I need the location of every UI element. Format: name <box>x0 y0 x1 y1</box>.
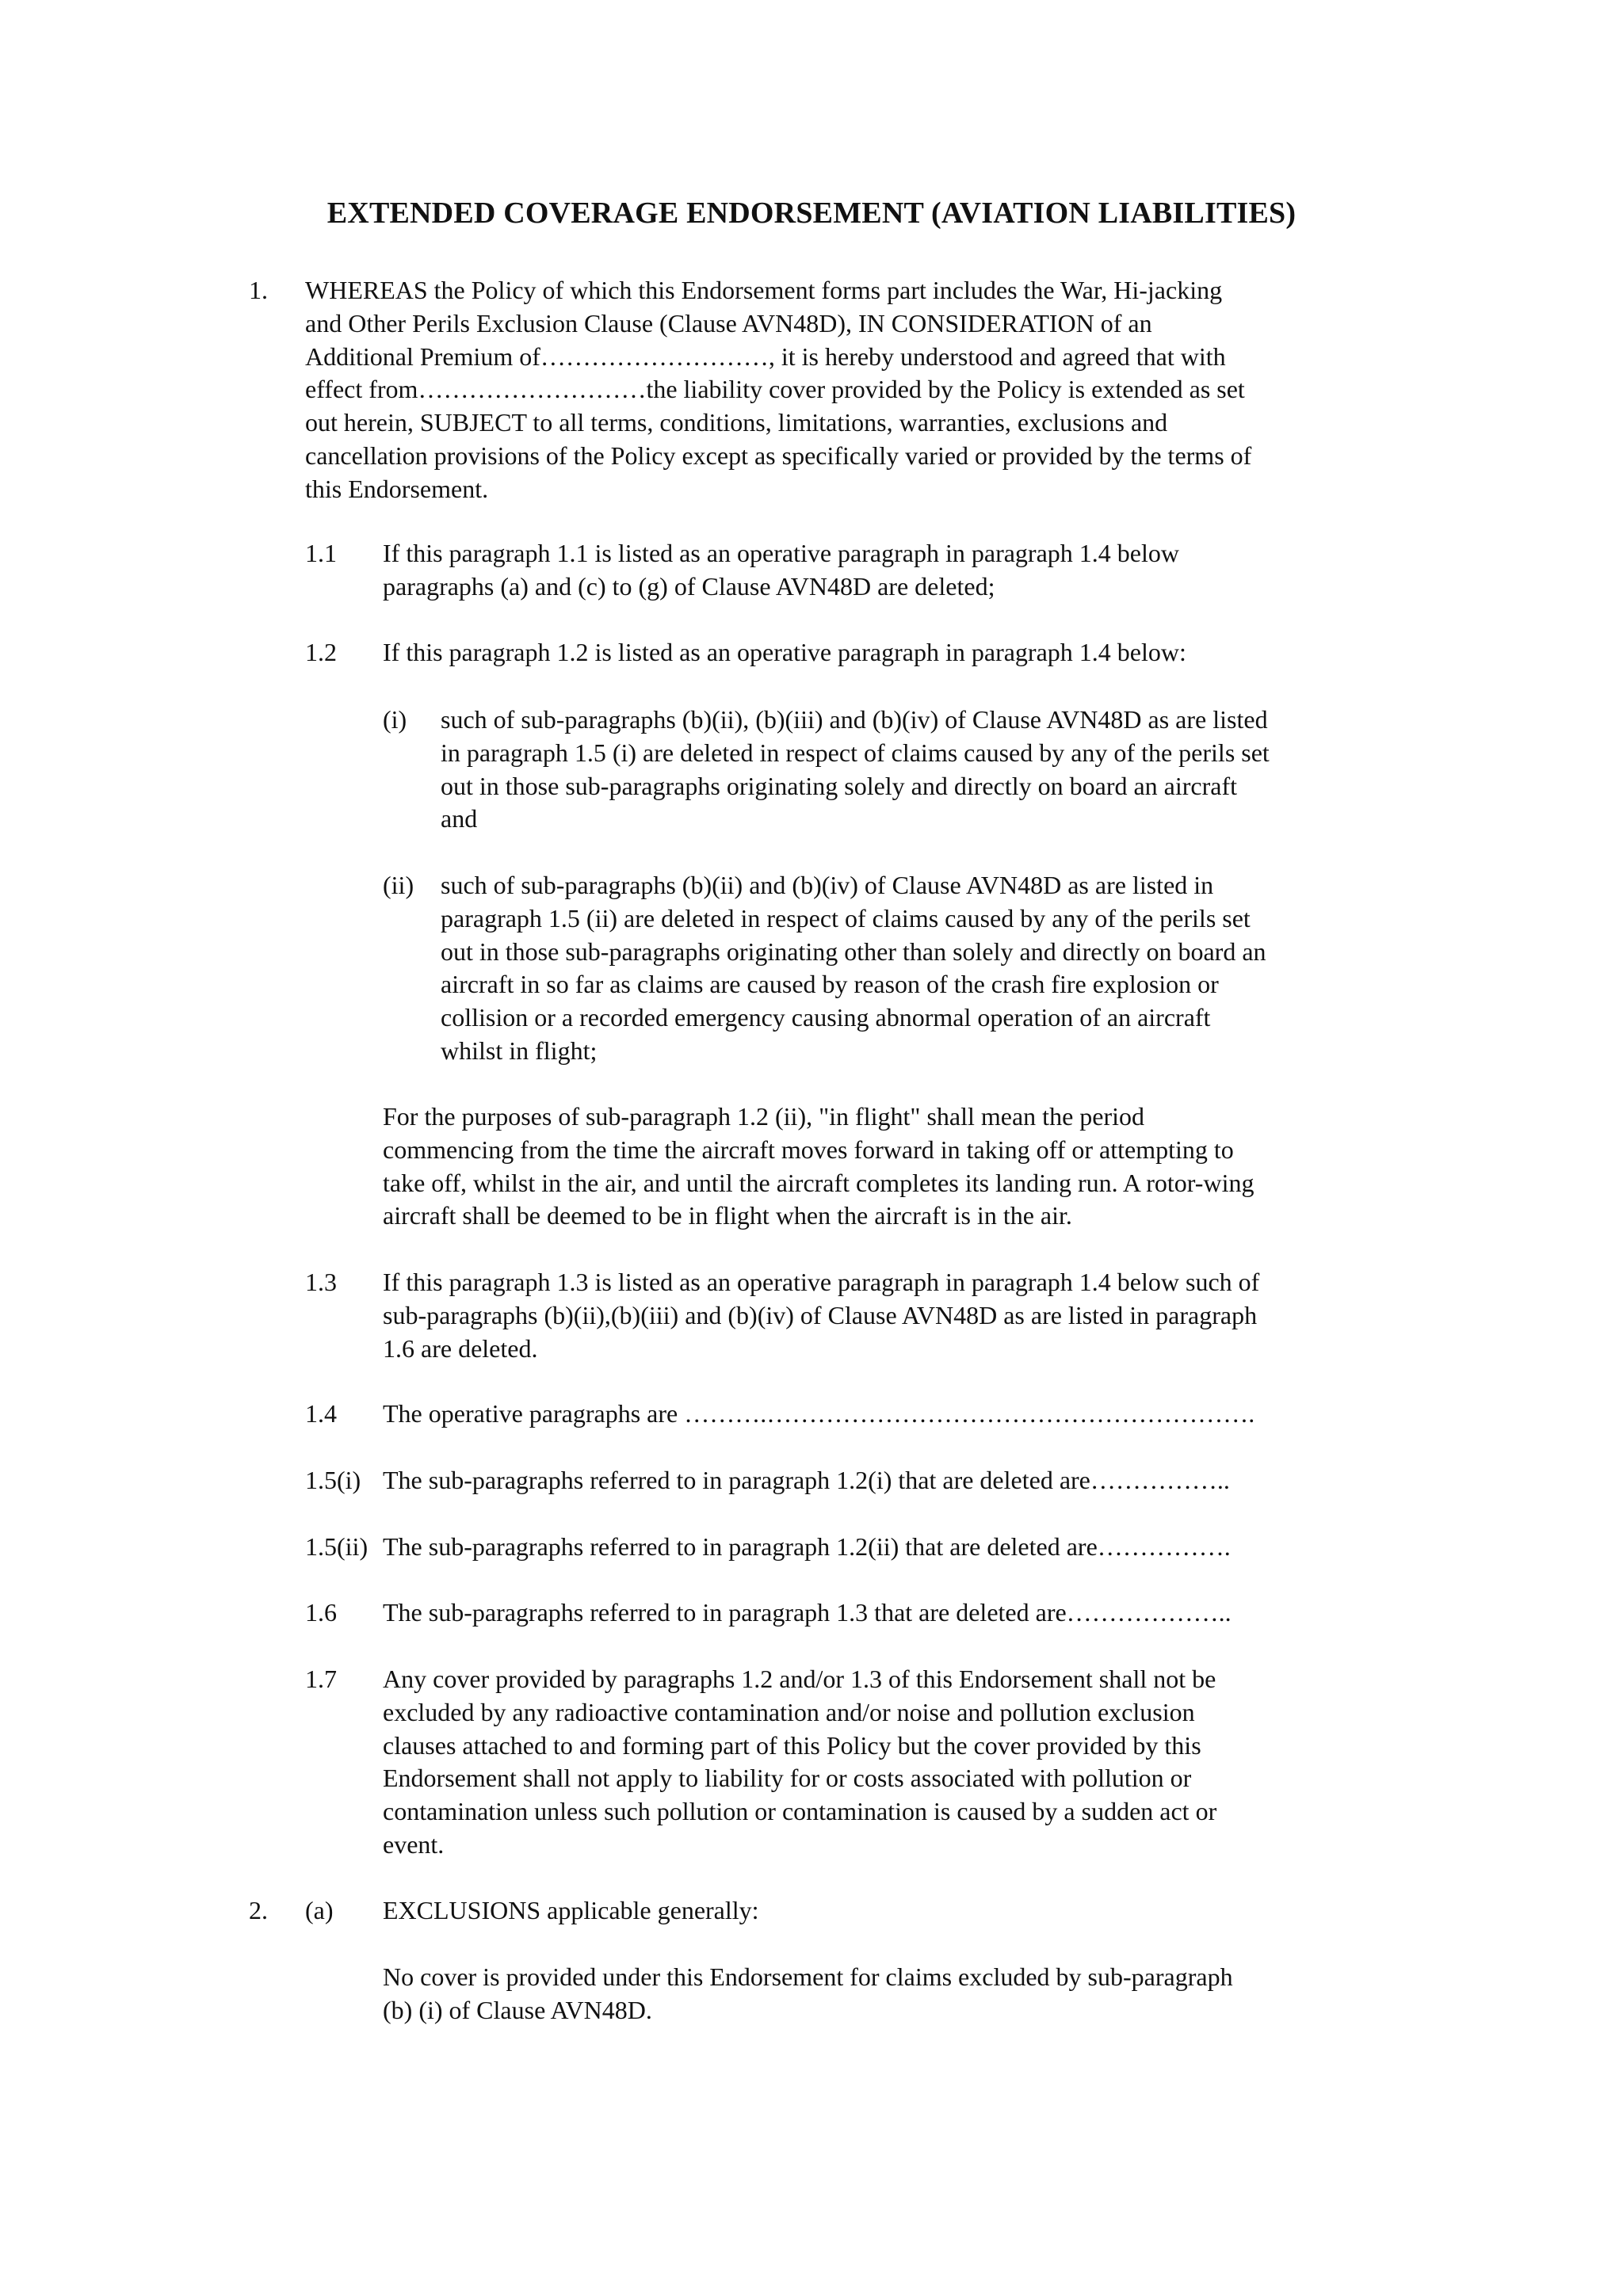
in-flight-definition-text <box>383 1100 1254 1233</box>
subparagraph-1-2-ii-text <box>441 869 1266 1068</box>
section-2-number: 2. <box>249 1896 268 1924</box>
paragraph-1-3-number: 1.3 <box>305 1268 337 1296</box>
paragraph-1-1-text <box>383 537 1179 604</box>
text-line: aircraft shall be deemed to be in flight when the aircraft is in the air. <box>383 1201 1072 1230</box>
text-line: paragraph 1.5 (ii) are deleted in respect of claims caused by any of the perils set <box>441 903 1251 933</box>
section-2-a-body <box>383 1961 1233 2027</box>
paragraph-1-7-number: 1.7 <box>305 1665 337 1693</box>
text-line: WHEREAS the Policy of which this Endorsement forms part includes the War, Hi-jacking <box>305 276 1223 304</box>
text-line: 1.6 are deleted. <box>383 1333 538 1363</box>
subparagraph-1-2-i-number: (i) <box>383 705 407 734</box>
paragraph-1-3-text <box>383 1266 1259 1365</box>
paragraph-1-2-text <box>383 636 1186 669</box>
section-2-a-number: (a) <box>305 1896 334 1924</box>
paragraph-1-6-text <box>383 1596 1232 1630</box>
text-line: If this paragraph 1.2 is listed as an operative paragraph in paragraph 1.4 below: <box>383 638 1186 666</box>
text-line: cancellation provisions of the Policy except as specifically varied or provided by the terms of <box>305 441 1252 470</box>
paragraph-1-1-number: 1.1 <box>305 539 337 567</box>
paragraph-1-4-text <box>383 1398 1254 1431</box>
paragraph-1-7-text <box>383 1663 1216 1862</box>
text-line: effect from………………………the liability cover provided by the Policy is extended as set <box>305 375 1245 404</box>
text-line: The sub-paragraphs referred to in paragraph 1.3 that are deleted are……………….. <box>383 1598 1232 1627</box>
text-line: If this paragraph 1.1 is listed as an operative paragraph in paragraph 1.4 below <box>383 539 1179 567</box>
text-line: contamination unless such pollution or contamination is caused by a sudden act or <box>383 1797 1217 1826</box>
section-1-number: 1. <box>249 276 268 304</box>
subparagraph-1-2-i-text <box>441 704 1270 836</box>
text-line: and <box>441 804 478 833</box>
text-line: The sub-paragraphs referred to in paragraph 1.2(i) that are deleted are…………….. <box>383 1466 1230 1494</box>
text-line: take off, whilst in the air, and until the aircraft completes its landing run. A rotor-wing <box>383 1168 1254 1197</box>
section-1-text <box>305 274 1251 506</box>
text-line: commencing from the time the aircraft moves forward in taking off or attempting to <box>383 1135 1234 1164</box>
paragraph-1-4-number: 1.4 <box>305 1399 337 1428</box>
text-line: in paragraph 1.5 (i) are deleted in respect of claims caused by any of the perils set <box>441 738 1270 767</box>
text-line: Endorsement shall not apply to liability for or costs associated with pollution or <box>383 1764 1192 1793</box>
document-title: EXTENDED COVERAGE ENDORSEMENT (AVIATION LIABILITIES) <box>327 196 1296 230</box>
text-line: Any cover provided by paragraphs 1.2 and/or 1.3 of this Endorsement shall not be <box>383 1665 1216 1693</box>
paragraph-1-5-ii-text <box>383 1531 1231 1564</box>
text-line: The operative paragraphs are ……….…………………………………………………. <box>383 1399 1255 1428</box>
text-line: such of sub-paragraphs (b)(ii) and (b)(iv) of Clause AVN48D as are listed in <box>441 871 1214 899</box>
paragraph-1-5-ii-number: 1.5(ii) <box>305 1532 369 1561</box>
paragraph-1-5-i-number: 1.5(i) <box>305 1466 361 1494</box>
text-line: sub-paragraphs (b)(ii),(b)(iii) and (b)(iv) of Clause AVN48D as are listed in paragraph <box>383 1300 1258 1329</box>
text-line: out in those sub-paragraphs originating solely and directly on board an aircraft <box>441 771 1238 800</box>
text-line: No cover is provided under this Endorsement for claims excluded by sub-paragraph <box>383 1962 1233 1991</box>
text-line: such of sub-paragraphs (b)(ii), (b)(iii) and (b)(iv) of Clause AVN48D as are listed <box>441 705 1268 734</box>
text-line: excluded by any radioactive contamination and/or noise and pollution exclusion <box>383 1697 1195 1726</box>
text-line: out herein, SUBJECT to all terms, conditions, limitations, warranties, exclusions and <box>305 408 1168 437</box>
text-line: paragraphs (a) and (c) to (g) of Clause AVN48D are deleted; <box>383 571 995 601</box>
text-line: aircraft in so far as claims are caused by reason of the crash fire explosion or <box>441 970 1219 999</box>
text-line: The sub-paragraphs referred to in paragraph 1.2(ii) that are deleted are……………. <box>383 1532 1231 1561</box>
text-line: and Other Perils Exclusion Clause (Clause AVN48D), IN CONSIDERATION of an <box>305 308 1152 338</box>
text-line: whilst in flight; <box>441 1035 598 1065</box>
text-line: EXCLUSIONS applicable generally: <box>383 1896 759 1924</box>
paragraph-1-6-number: 1.6 <box>305 1598 337 1627</box>
text-line: clauses attached to and forming part of this Policy but the cover provided by this <box>383 1730 1201 1760</box>
text-line: Additional Premium of………………………, it is hereby understood and agreed that with <box>305 341 1226 371</box>
subparagraph-1-2-ii-number: (ii) <box>383 871 414 899</box>
text-line: out in those sub-paragraphs originating other than solely and directly on board an <box>441 936 1266 966</box>
paragraph-1-2-number: 1.2 <box>305 638 337 666</box>
text-line: If this paragraph 1.3 is listed as an operative paragraph in paragraph 1.4 below such of <box>383 1268 1260 1296</box>
text-line: collision or a recorded emergency causing abnormal operation of an aircraft <box>441 1003 1211 1032</box>
text-line: event. <box>383 1829 445 1859</box>
text-line: (b) (i) of Clause AVN48D. <box>383 1995 652 2024</box>
paragraph-1-5-i-text <box>383 1464 1230 1497</box>
section-2-a-heading <box>383 1894 759 1928</box>
text-line: this Endorsement. <box>305 474 489 503</box>
text-line: For the purposes of sub-paragraph 1.2 (ii), "in flight" shall mean the period <box>383 1102 1145 1131</box>
